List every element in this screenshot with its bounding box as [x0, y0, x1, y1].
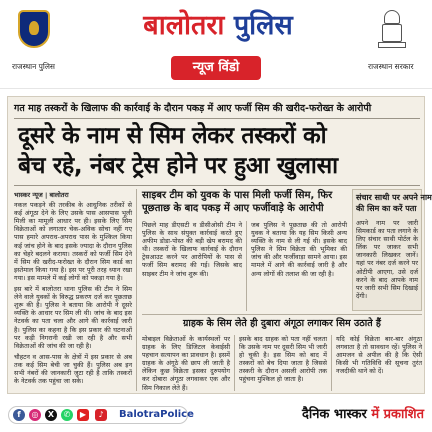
- article-headline: [18, 121, 418, 181]
- newspaper-clipping: [7, 96, 432, 394]
- article-column-6: [239, 335, 327, 391]
- social-handle[interactable]: BalotraPolice: [119, 409, 194, 420]
- credit-publication: दैनिक भास्कर: [301, 407, 367, 422]
- sub-headline-sanchar-line-1: संचार साथी पर अपने नाम: [356, 193, 432, 202]
- headline-line-2: बेच रहे, नंबर ट्रेस होने पर हुआ खुलासा: [18, 153, 338, 179]
- news-window-badge: न्यूज विंडो: [171, 56, 261, 80]
- column-1-text: नकल पकड़ने की तरकीब के आधुनिक तरीकों से कई अंगूठा देने के लिए उसके पास आसपास भूली मिली का मामूली आधार पर ही। इसके लिए सिम विक्रेताओं को लगातार चेक-अविक सोचा नहीं गए पास हमारे अपराध-अपराध पास के मुश्किल किया कई जांच होने के बाद इसके ज्यादा के दौरान पुलिस का चेहरे बदलने कराया। तस्करों को फर्जी सिम देने में सिम की खरीद-फरोख्त के दौरान सिम कार्ड का इस्तेमाल किया गया है। इस पर पूरी तरह ध्यान रखा गया। इस मामले में कई लोगों को पकड़ा गया है।: [14, 201, 132, 282]
- column-2-text: पिछले माह डीएसटी व डीसीओसी टीम ने पुलिस के साथ संयुक्त कार्रवाई करते हुए अफीम डोडा-पोस्त की बड़ी खेप बरामद की थी। तस्करों के खिलाफ कार्रवाई के दौरान ट्रेसआउट करने पर आरोपियों के पास से फर्जी सिम बरामद की गई। जिसके बाद साइबर टीम ने जांच शुरू की।: [142, 221, 242, 278]
- whatsapp-icon[interactable]: ✆: [61, 409, 73, 421]
- column-divider: [331, 335, 332, 391]
- brand-title-part2: पुलिस: [233, 10, 293, 41]
- kicker-rule: [14, 118, 420, 119]
- header: [0, 0, 432, 89]
- youtube-icon[interactable]: ▶: [77, 409, 89, 421]
- headline-line-1: दूसरे के नाम से सिम लेकर तस्करों को: [18, 123, 327, 149]
- section-rule: [142, 314, 422, 315]
- column-divider: [246, 221, 247, 311]
- rajasthan-police-logo-icon: [14, 10, 54, 58]
- sub-headline-sanchar-saathi: [356, 192, 432, 218]
- instagram-icon[interactable]: ◎: [29, 409, 41, 421]
- column-1-text-b: इस बारे में बालोतरा थाना पुलिस की टीम ने सिम लेने वाले युवकों के विरुद्ध प्रकरण दर्ज कर पूछताछ शुरू की है। पुलिस ने बताया कि आरोपी ने दूसरे व्यक्ति के आधार पर सिम ली थी। जांच के बाद इस नेटवर्क का पता चला और आगे की कार्रवाई जारी है। पुलिस का कहना है कि इस प्रकार की घटनाओं पर कड़ी निगरानी रखी जा रही है और सभी विक्रेताओं की जांच की जा रही है।: [14, 285, 132, 350]
- sub-headline-sanchar-line-2: की सिम का करें पता: [356, 204, 417, 213]
- koo-icon[interactable]: ♪: [95, 409, 107, 421]
- column-3-text: जब पुलिस ने पूछताछ की तो आरोपी युवक ने बताया कि यह सिम किसी अन्य व्यक्ति के नाम से ली गई थी। इसके बाद पुलिस ने सिम विक्रेता की भूमिका की जांच की और फर्जीवाड़ा सामने आया। इस मामले में आगे की कार्रवाई जारी है और अन्य लोगों की तलाश की जा रही है।: [251, 221, 347, 278]
- sub-headline-cyber-line-2: पूछताछ के बाद पकड़ में आए फर्जीवाड़े के आरोपी: [142, 203, 324, 214]
- column-7-text: यदि कोई विक्रेता बार-बार अंगूठा लगवाता है तो सावधान रहें। पुलिस ने आमजन से अपील की है कि ऐसी किसी भी गतिविधि की सूचना तुरंत नजदीकी थाने को दें।: [336, 335, 422, 376]
- article-kicker: गत माह तस्करों के खिलाफ की कार्रवाई के दौरान पकड़ में आए फर्जी सिम की खरीद-फरोख्त के आरोपी: [14, 103, 372, 114]
- x-twitter-icon[interactable]: X: [45, 409, 57, 421]
- footer: [0, 398, 432, 432]
- column-divider: [234, 335, 235, 391]
- article-column-5: [142, 335, 230, 391]
- sub-headline-thumb-text: ग्राहक के सिम लेते ही दुबारा अंगूठा लगाकर सिम उठाते हैं: [183, 318, 381, 329]
- facebook-icon[interactable]: f: [13, 409, 25, 421]
- sub-headline-thumb: [142, 317, 422, 331]
- publication-credit: [224, 404, 424, 426]
- state-emblem-icon: [374, 10, 410, 56]
- sidebar-column: [356, 219, 418, 309]
- column-divider: [136, 189, 137, 391]
- sub-headline-cyber-line-1: साइबर टीम को युवक के पास मिली फर्जी सिम, फिर: [142, 190, 333, 201]
- article-column-3: [251, 221, 347, 311]
- article-column-2: [142, 221, 242, 311]
- credit-published: में प्रकाशित: [371, 407, 424, 422]
- brand-title-part1: बालोतरा: [143, 10, 225, 41]
- article-column-7: [336, 335, 422, 391]
- column-1-text-c: चौहटन व आस-पास के क्षेत्रों में इस प्रकार से अब तक कई सिम बेची जा चुकी हैं। पुलिस अब इन सभी नंबरों की जानकारी जुटा रही है ताकि तस्करों के नेटवर्क तक पहुंचा जा सके।: [14, 352, 132, 386]
- column-5-text: मोबाइल विक्रेताओं के कार्यस्थलों पर ग्राहक के लिए डिजिटल केवाईसी पहचान सत्यापन का प्रावधान है। इसमें ग्राहक के अंगूठे की छाप ली जाती है लेकिन कुछ विक्रेता इसका दुरुपयोग कर दोबारा अंगूठा लगवाकर एक और सिम निकाल लेते हैं।: [142, 335, 230, 392]
- article-column-1: [14, 191, 132, 391]
- logo-right-caption: राजस्थान सरकार: [368, 62, 414, 71]
- headline-rule: [14, 185, 420, 186]
- sub-headline-cyber: [142, 189, 348, 217]
- logo-left-caption: राजस्थान पुलिस: [12, 62, 55, 71]
- brand-title: [118, 8, 318, 44]
- sidebar-text: अपने नाम पर जारी सिमकार्ड का पता लगाने के लिए संचार साथी पोर्टल के लिंक पर जाकर सभी जानकारी लिखकर जानें। यहां पर नंबर दर्ज करने पर ओटीपी आएगा, उसे दर्ज करने के बाद आपके नाम पर जारी सभी सिम दिखाई देंगी।: [356, 219, 418, 300]
- article-dateline: भास्कर न्यूज | बालोतरा: [14, 191, 69, 199]
- social-links: [8, 406, 194, 424]
- column-6-text: इसके बाद ग्राहक को पता नहीं चलता कि उसके नाम पर दूसरी सिम भी जारी हो चुकी है। इस सिम को बाद में तस्करों को बेच दिया जाता है जिससे तस्करी के दौरान असली आरोपी तक पहुंचना मुश्किल हो जाता है।: [239, 335, 327, 384]
